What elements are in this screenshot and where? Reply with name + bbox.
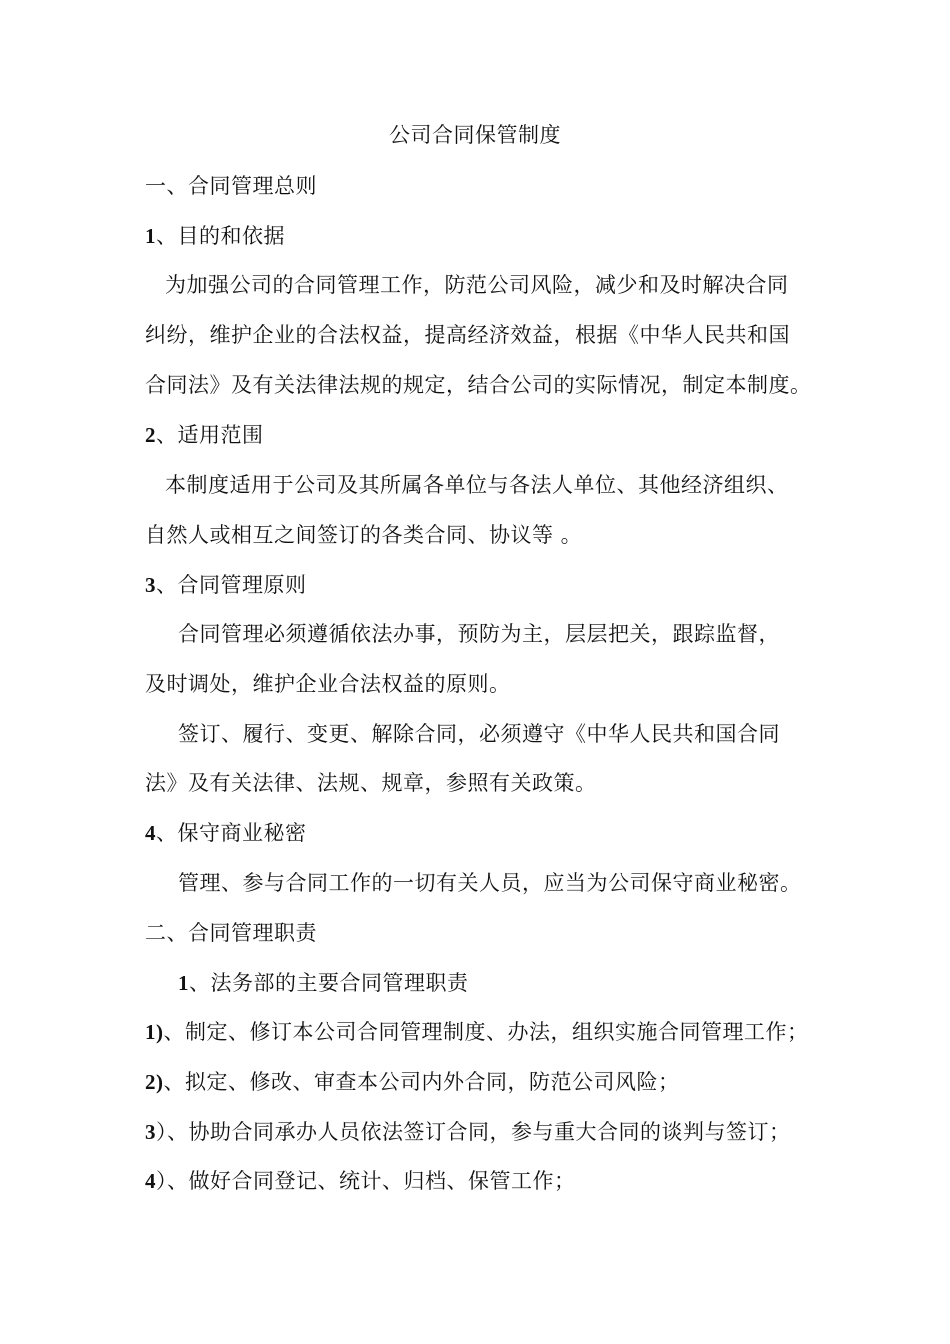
subsection-number: 2 (145, 423, 156, 447)
subsection-heading-1-2 (145, 420, 825, 450)
paragraph-line: 及时调处，维护企业合法权益的原则。 (145, 672, 511, 696)
section-heading-1: 一、合同管理总则 (145, 174, 317, 198)
subsection-text: 、合同管理原则 (156, 573, 307, 597)
list-item-text: ）、协助合同承办人员依法签订合同，参与重大合同的谈判与签订； (156, 1120, 791, 1144)
paragraph-line: 纠纷，维护企业的合法权益，提高经济效益，根据《中华人民共和国 (145, 323, 790, 347)
subsection-heading-1-4 (145, 818, 825, 848)
subsection-number: 4 (145, 821, 156, 845)
section-heading-2: 二、合同管理职责 (145, 921, 317, 945)
list-item-number: 2) (145, 1070, 164, 1094)
subsection-text: 、目的和依据 (156, 224, 285, 248)
paragraph-line: 法》及有关法律、法规、规章，参照有关政策。 (145, 771, 597, 795)
subsection-number: 1 (145, 224, 156, 248)
subsection-heading-1-3 (145, 570, 825, 600)
subsection-text: 、适用范围 (156, 423, 264, 447)
subsection-number: 3 (145, 573, 156, 597)
list-item (145, 1067, 825, 1097)
list-item (145, 1117, 825, 1147)
list-item-text: ）、做好合同登记、统计、归档、保管工作； (156, 1169, 576, 1193)
subsection-heading-2-1 (178, 968, 858, 998)
document-title: 公司合同保管制度 (389, 123, 561, 147)
paragraph-line: 合同法》及有关法律法规的规定，结合公司的实际情况，制定本制度。 (145, 373, 812, 397)
subsection-text: 、保守商业秘密 (156, 821, 307, 845)
list-item-number: 3 (145, 1120, 156, 1144)
list-item (145, 1017, 825, 1047)
paragraph-line: 本制度适用于公司及其所属各单位与各法人单位、其他经济组织、 (165, 473, 789, 497)
paragraph-line: 为加强公司的合同管理工作，防范公司风险，减少和及时解决合同 (165, 273, 789, 297)
list-item-text: 、拟定、修改、审查本公司内外合同，防范公司风险； (163, 1070, 680, 1094)
paragraph-line: 签订、履行、变更、解除合同，必须遵守《中华人民共和国合同 (178, 722, 780, 746)
list-item-text: 、制定、修订本公司合同管理制度、办法，组织实施合同管理工作； (163, 1020, 809, 1044)
paragraph-line: 自然人或相互之间签订的各类合同、协议等 。 (145, 523, 583, 547)
list-item-number: 4 (145, 1169, 156, 1193)
paragraph-line: 合同管理必须遵循依法办事，预防为主，层层把关，跟踪监督， (178, 622, 780, 646)
subsection-number: 1 (178, 971, 189, 995)
paragraph-line: 管理、参与合同工作的一切有关人员，应当为公司保守商业秘密。 (178, 871, 802, 895)
subsection-heading-1-1 (145, 221, 825, 251)
list-item (145, 1166, 825, 1196)
subsection-text: 、法务部的主要合同管理职责 (189, 971, 469, 995)
list-item-number: 1) (145, 1020, 164, 1044)
